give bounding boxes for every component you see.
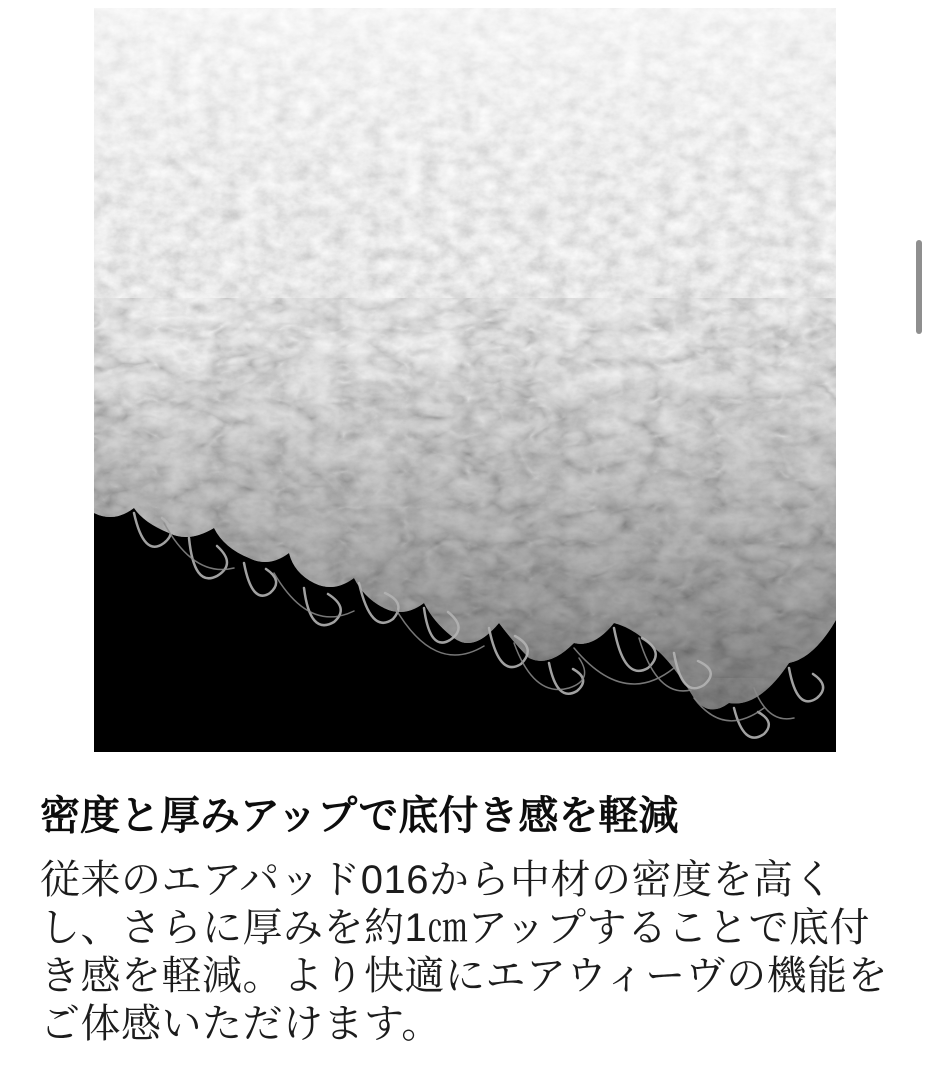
description-line-3: き感を軽減。より快適にエアウィーヴの機能を (40, 954, 889, 998)
description-line-4: ご体感いただけます。 (40, 1002, 442, 1046)
description-paragraph (40, 856, 902, 1048)
scrollbar-thumb[interactable] (916, 240, 922, 334)
description-line-1: 従来のエアパッド016から中材の密度を高く (40, 858, 835, 902)
description-line-2: し、さらに厚みを約1㎝アップすることで底付 (40, 906, 870, 950)
product-photo[interactable] (94, 8, 836, 752)
product-description (40, 792, 902, 1048)
description-heading: 密度と厚みアップで底付き感を軽減 (40, 794, 679, 838)
airfiber-photo-art (94, 8, 836, 752)
